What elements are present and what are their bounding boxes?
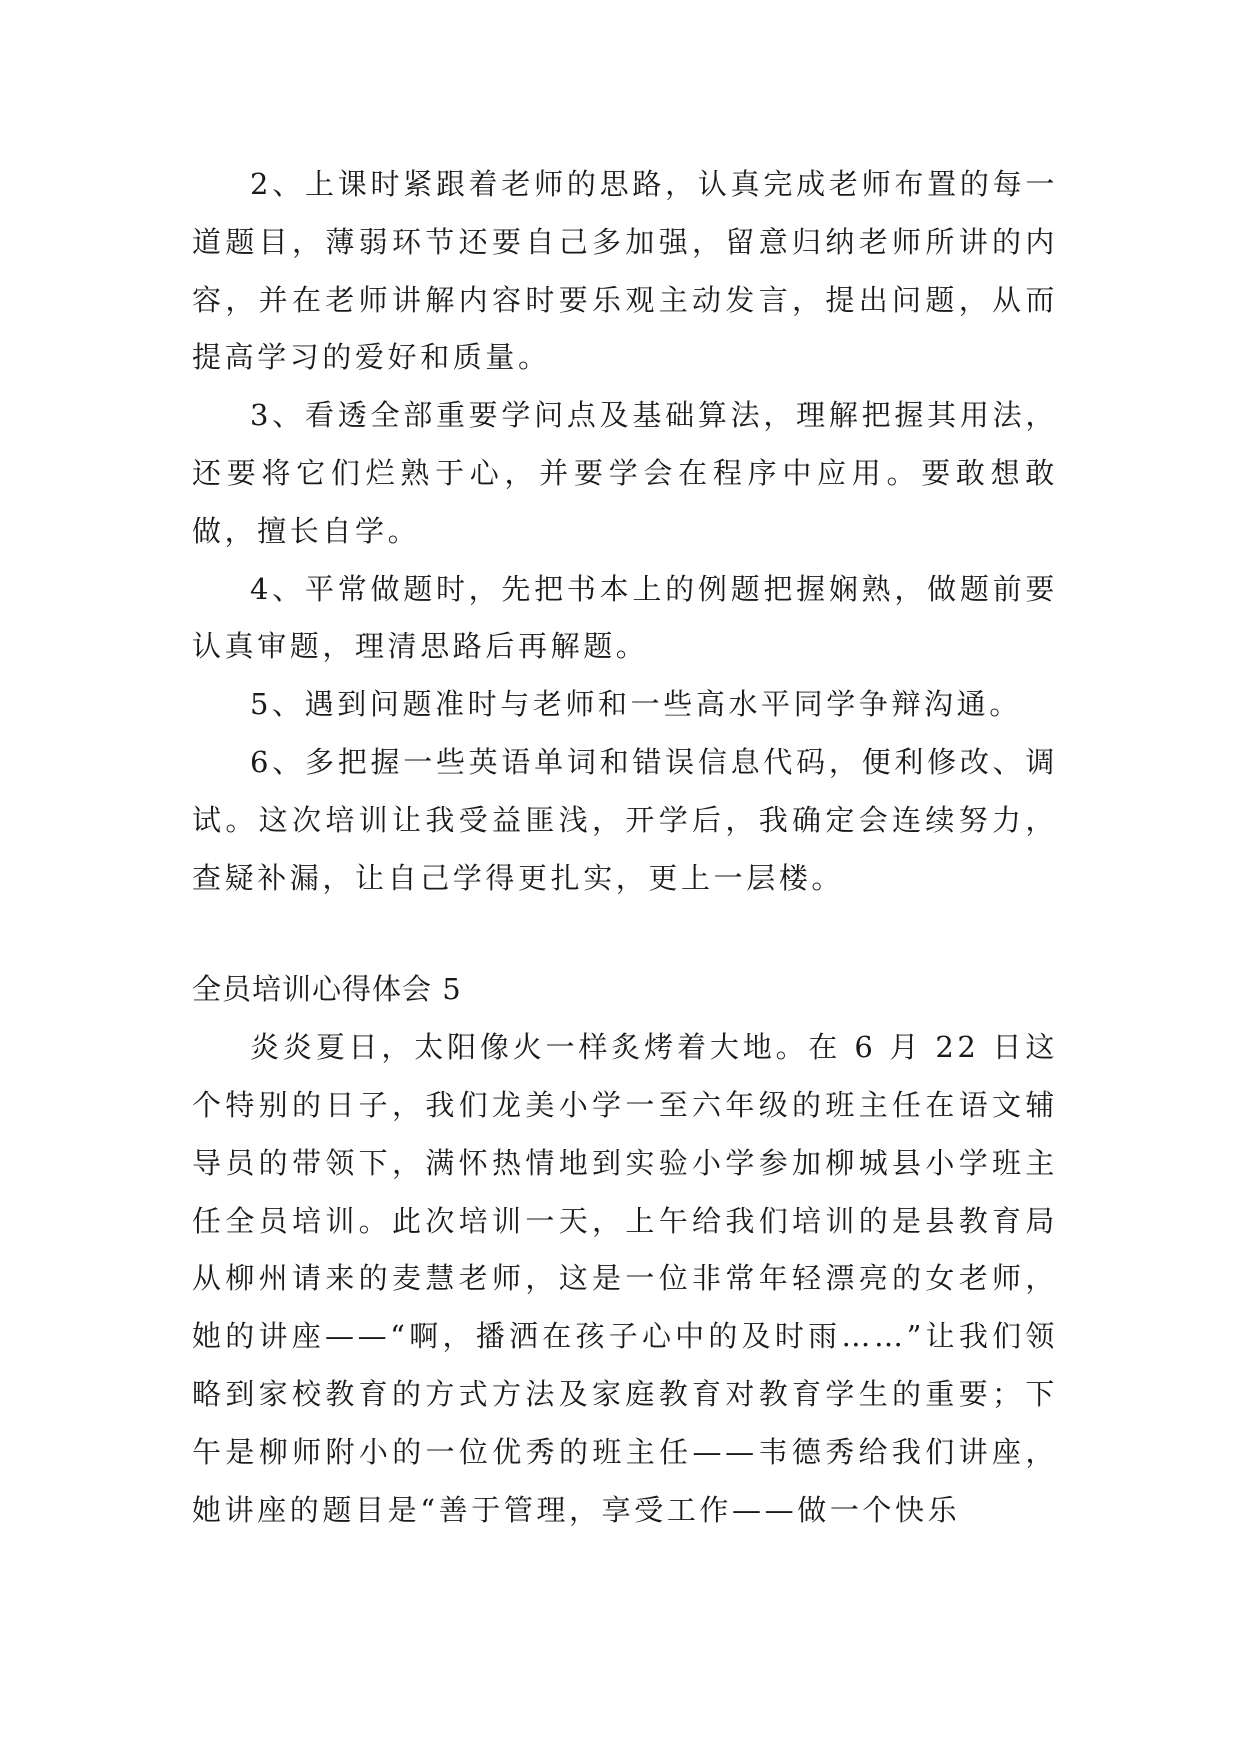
- paragraph-item-2: 2、上课时紧跟着老师的思路，认真完成老师布置的每一道题目，薄弱环节还要自己多加强，留意归纳老师所讲的内容，并在老师讲解内容时要乐观主动发言，提出问题，从而提高学习的爱好和质量。: [192, 167, 1058, 375]
- paragraph-item-5: 5、遇到问题准时与老师和一些高水平同学争辩沟通。: [250, 687, 1022, 722]
- paragraph-item-4: 4、平常做题时，先把书本上的例题把握娴熟，做题前要认真审题，理清思路后再解题。: [192, 571, 1058, 664]
- document-body: [192, 156, 1058, 1539]
- section-heading: 全员培训心得体会 5: [192, 972, 462, 1007]
- section-paragraph: 炎炎夏日，太阳像火一样炙烤着大地。在 6 月 22 日这个特别的日子，我们龙美小学一至六年级的班主任在语文辅导员的带领下，满怀热情地到实验小学参加柳城县小学班主任全员培训。此次培训一天，上午给我们培训的是县教育局从柳州请来的麦慧老师，这是一位非常年轻漂亮的女老师，她的讲座——“啊，播洒在孩子心中的及时雨……”让我们领略到家校教育的方式方法及家庭教育对教育学生的重要；下午是柳师附小的一位优秀的班主任——韦德秀给我们讲座，她讲座的题目是“善于管理，享受工作——做一个快乐: [192, 1030, 1058, 1527]
- paragraph-item-3: 3、看透全部重要学问点及基础算法，理解把握其用法，还要将它们烂熟于心，并要学会在程序中应用。要敢想敢做，擅长自学。: [192, 398, 1058, 548]
- paragraph-item-6: 6、多把握一些英语单词和错误信息代码，便利修改、调试。这次培训让我受益匪浅，开学后，我确定会连续努力，查疑补漏，让自己学得更扎实，更上一层楼。: [192, 744, 1058, 895]
